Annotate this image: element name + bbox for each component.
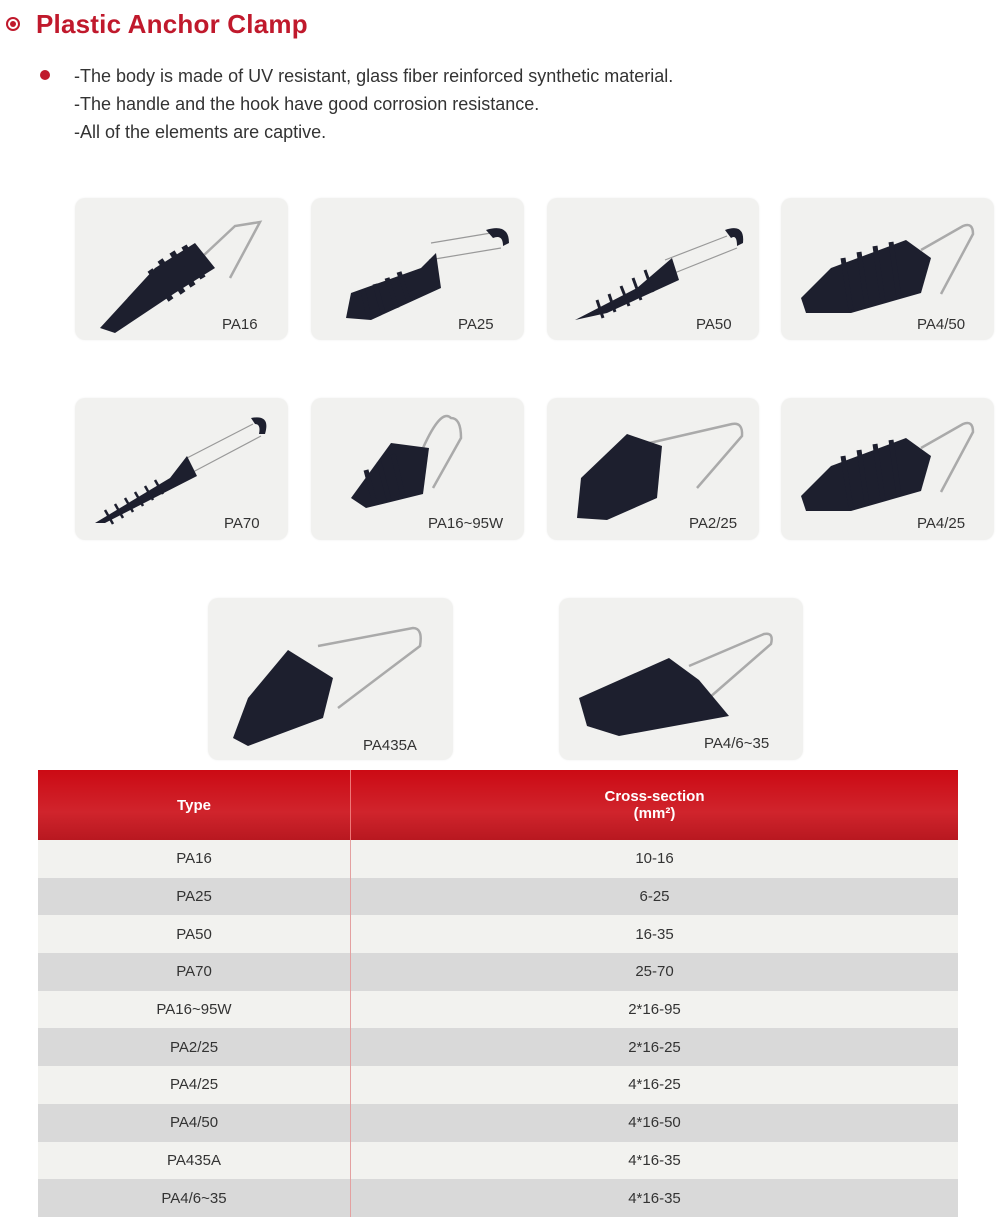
product-label: PA4/50 [917,316,966,333]
clamp-image [208,598,453,760]
product-label: PA2/25 [689,515,738,532]
product-label: PA70 [224,515,260,532]
product-label: PA16 [222,316,258,333]
feature-list [40,62,673,146]
target-icon [6,17,20,31]
product-card-pa16-95w [311,398,524,540]
table-row: PA70 25-70 [38,953,958,991]
product-card-pa2-25 [547,398,759,540]
type-column-header: Type [38,770,351,840]
cross-section-column-header: Cross-section (mm²) [351,770,959,840]
product-card-pa50 [547,198,759,340]
product-card-pa4-25 [781,398,994,540]
table-row: PA4/6~35 4*16-35 [38,1179,958,1217]
feature-line: -All of the elements are captive. [74,122,327,142]
table-row: PA435A 4*16-35 [38,1142,958,1180]
table-row: PA50 16-35 [38,915,958,953]
product-label: PA4/25 [917,515,966,532]
product-label: PA16~95W [428,515,504,532]
spec-table [38,770,958,1217]
table-row: PA16 10-16 [38,840,958,878]
table-row: PA4/50 4*16-50 [38,1104,958,1142]
table-header-row [38,770,958,840]
product-label: PA4/6~35 [704,735,770,752]
page-title: Plastic Anchor Clamp [36,8,308,39]
product-card-pa25 [311,198,524,340]
table-row: PA16~95W 2*16-95 [38,991,958,1029]
product-card-pa435a [208,598,453,760]
feature-line: -The body is made of UV resistant, glass fiber reinforced synthetic material. [74,66,674,86]
feature-line: -The handle and the hook have good corrosion resistance. [74,94,540,114]
table-row: PA25 6-25 [38,878,958,916]
table-row: PA4/25 4*16-25 [38,1066,958,1104]
product-label: PA435A [363,737,417,754]
product-card-pa70 [75,398,288,540]
product-card-pa4-50 [781,198,994,340]
table-row: PA2/25 2*16-25 [38,1028,958,1066]
product-label: PA25 [458,316,494,333]
product-card-pa4-6-35 [559,598,803,760]
bullet-icon [40,70,50,80]
title-row [6,6,308,42]
product-label: PA50 [696,316,732,333]
product-card-pa16 [75,198,288,340]
